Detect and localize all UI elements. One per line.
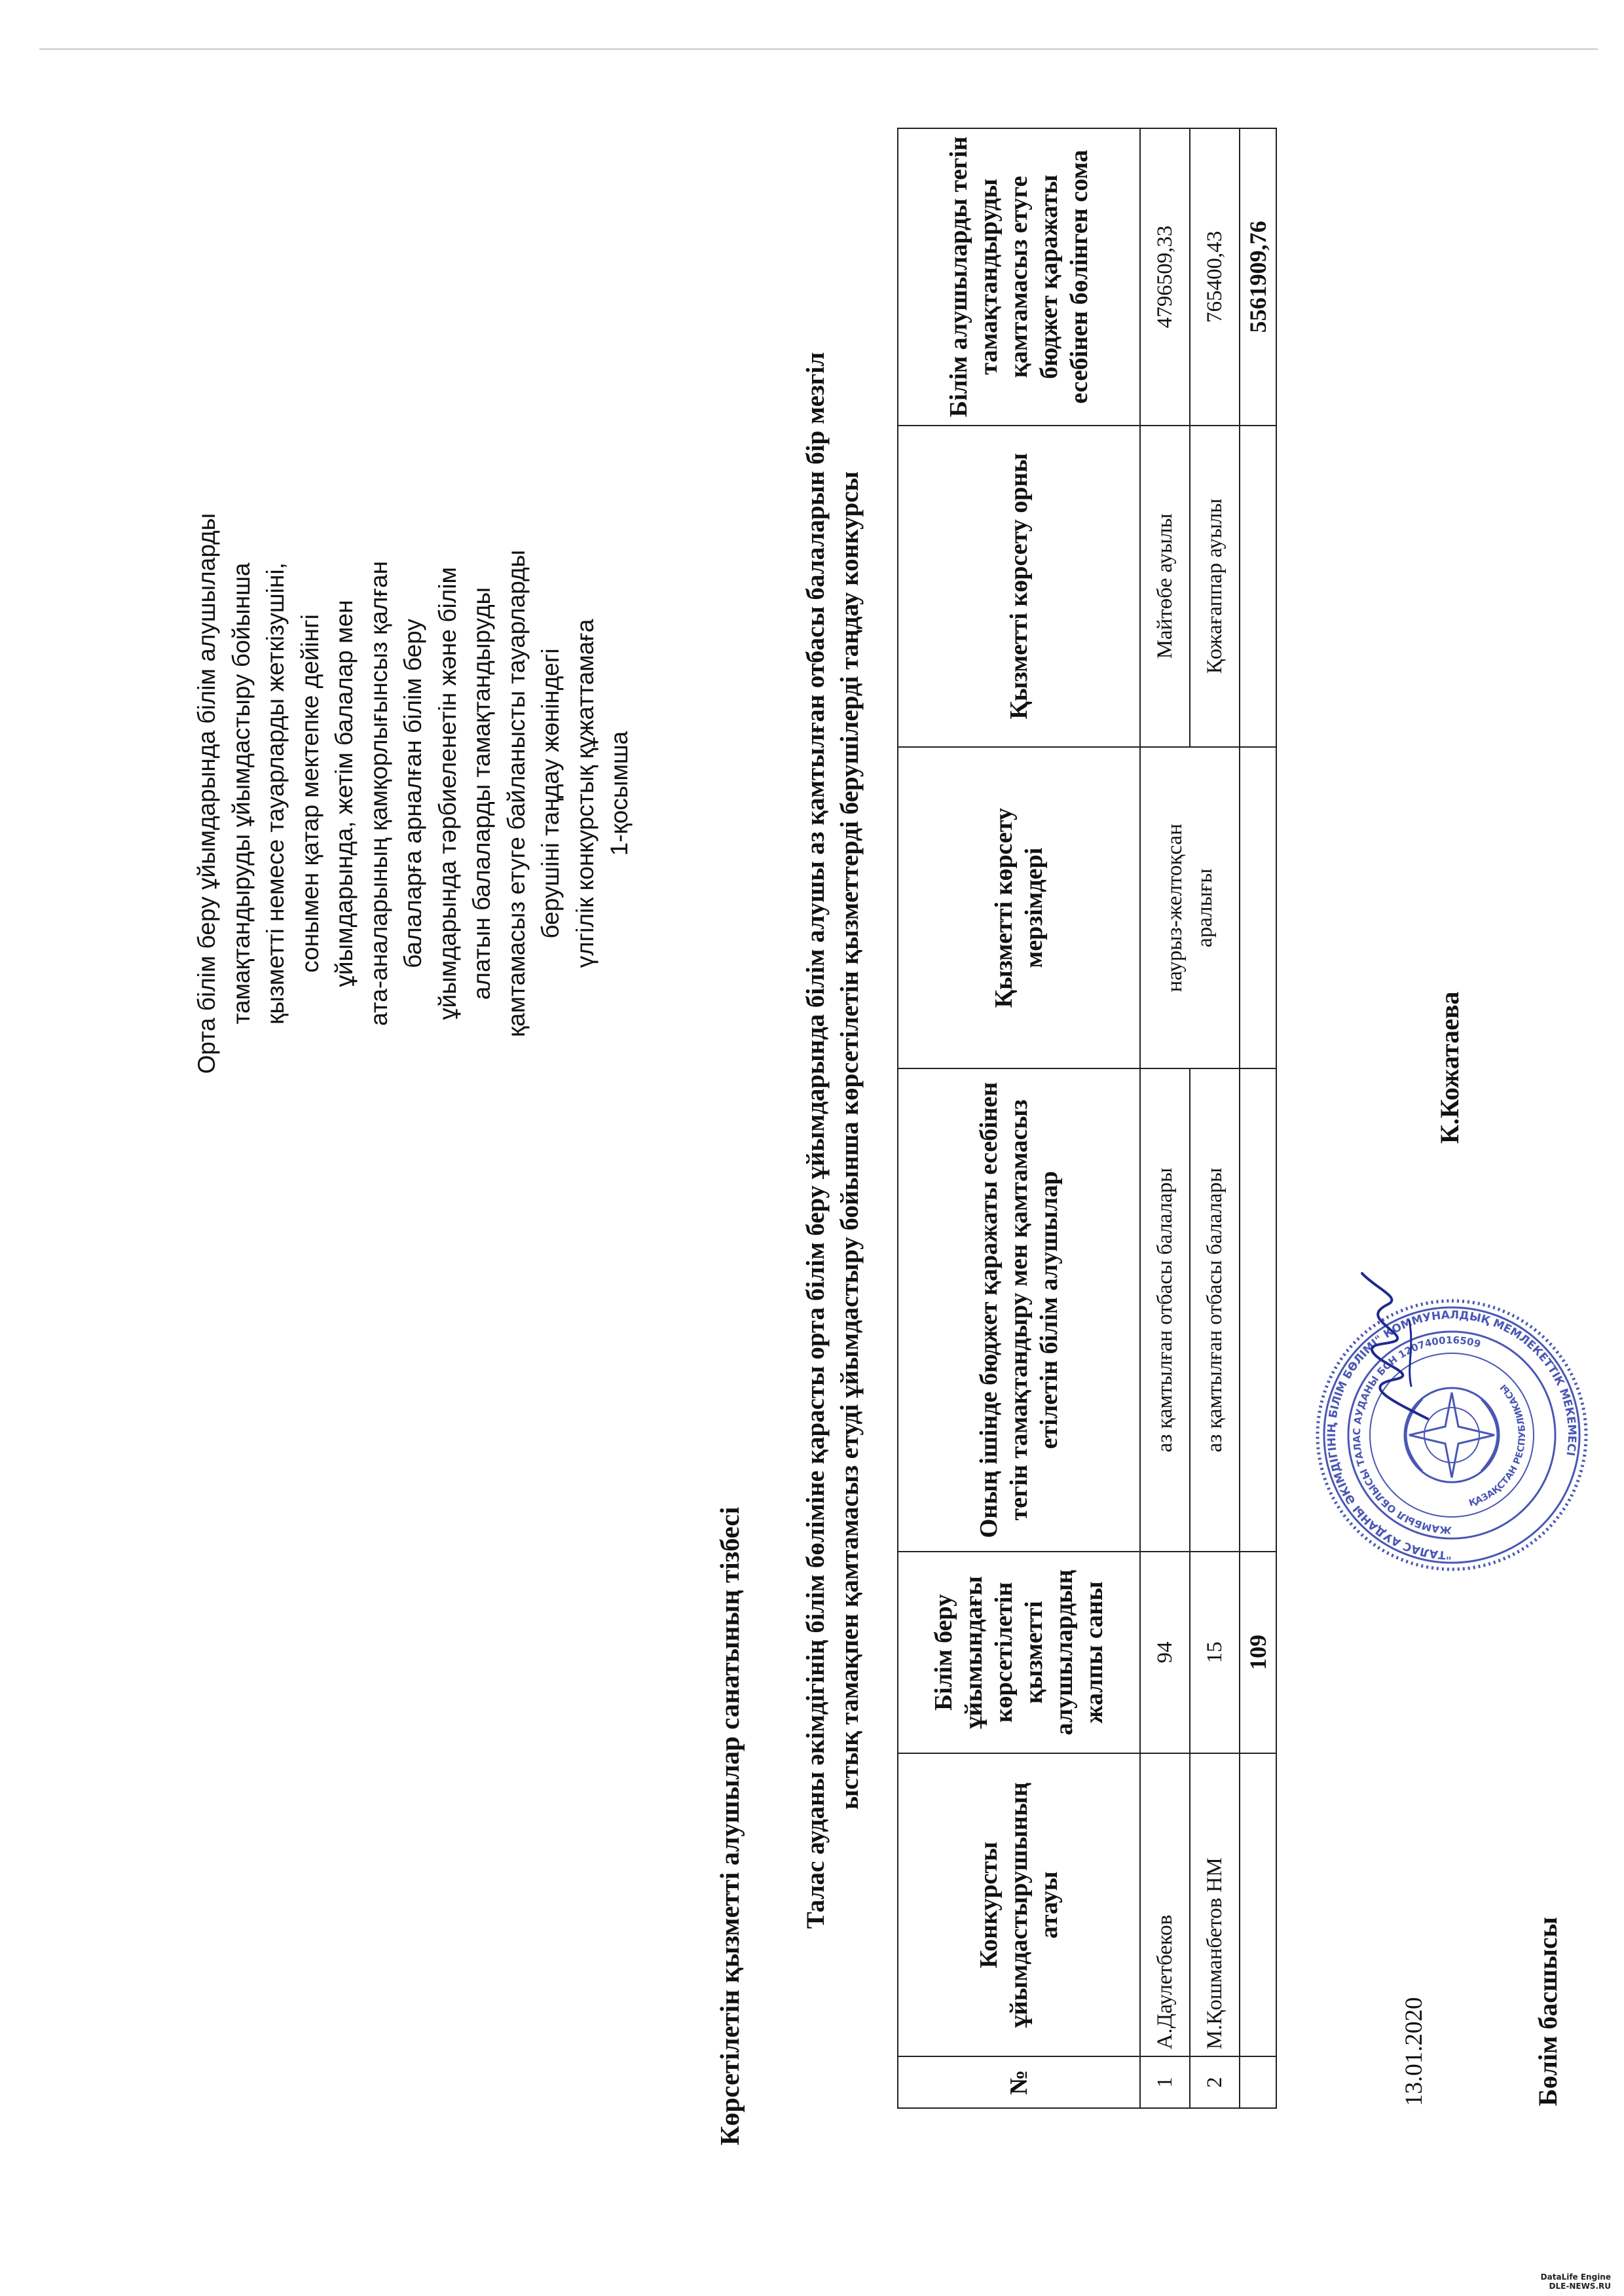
row-total: 94 [1140, 1552, 1190, 1754]
table-header-row [898, 128, 1140, 2108]
header-budget-amount: Білім алушыларды тегін тамақтандыруды қамтамасыз етуге бюджет қаражаты есебінен бөлінген сома [898, 128, 1140, 426]
main-title-line: Талас ауданы әкімдігінің білім бөліміне қарасты орта білім беру ұйымдарында білім алушы аз қамтылған отбасы балаларын бір мезгіл [802, 352, 830, 1929]
watermark-line: DataLife Engine [1540, 2272, 1611, 2282]
watermark-line: DLE-NEWS.RU [1549, 2282, 1611, 2291]
header-organizer: Конкурсты ұйымдастырушының атауы [898, 1753, 1140, 2056]
row-service-period [1140, 747, 1240, 1068]
table-row [1140, 128, 1190, 2108]
recipients-table [897, 128, 1277, 2109]
header-total-recipients: Білім беру ұйымындағы көрсетілетін қызметті алушылардың жалпы саны [898, 1552, 1140, 1754]
row-amount: 4796509,33 [1140, 128, 1190, 426]
appendix-note [190, 417, 637, 1170]
row-total: 15 [1190, 1552, 1240, 1754]
period-line: аралығы [1193, 868, 1217, 947]
row-num: 2 [1190, 2056, 1240, 2108]
head-name: К.Кожатаева [1435, 991, 1464, 1144]
header-budget-recipients: Оның ішінде бюджет қаражаты есебінен тегін тамақтандыру мен қамтамасыз етілетін білім алушылар [898, 1068, 1140, 1551]
appendix-line: ұйымдарында тәрбиеленетін және білім [434, 567, 461, 1020]
total-org-cell [1240, 1753, 1276, 2056]
appendix-line: балаларға арналған білім беру [399, 619, 426, 968]
appendix-line: қамтамасыз етуге байланысты тауарларды [502, 549, 530, 1038]
appendix-line: берушіні таңдау жөніндегі [537, 648, 564, 939]
row-place: Майтөбе ауылы [1140, 426, 1190, 747]
list-title: Көрсетілетін қызметті алушылар санатының тізбесі [714, 1506, 745, 2145]
row-organizer: А.Даулетбеков [1140, 1753, 1190, 2056]
row-num: 1 [1140, 2056, 1190, 2108]
total-period-cell [1240, 747, 1276, 1068]
handwritten-signature [1349, 1268, 1454, 1425]
appendix-line: Орта білім беру ұйымдарында білім алушыларды [193, 513, 220, 1074]
row-organizer: М.Қошманбетов НМ [1190, 1753, 1240, 2056]
appendix-line: алатын балаларды тамақтандыруды [468, 587, 495, 1000]
period-line: наурыз-желтоқсан [1163, 824, 1187, 993]
row-recipients: аз қамтылған отбасы балалары [1190, 1068, 1240, 1551]
total-num-cell [1240, 2056, 1276, 2108]
header-num: № [898, 2056, 1140, 2108]
table-row [1190, 128, 1240, 2108]
head-position: Бөлім басшысы [1533, 1917, 1562, 2106]
appendix-line: ұйымдарында, жетім балалар мен [331, 600, 358, 987]
row-recipients: аз қамтылған отбасы балалары [1140, 1068, 1190, 1551]
main-title [799, 136, 867, 2145]
appendix-line: ата-аналарының қамқорлығынсыз қалған [365, 560, 392, 1027]
total-recipients-cell [1240, 1068, 1276, 1551]
total-count: 109 [1240, 1552, 1276, 1754]
row-place: Қожағаппар ауылы [1190, 426, 1240, 747]
table-total-row [1240, 128, 1276, 2108]
stamp-outer-text: "ТАЛАС АУДАНЫ ӘКІМДІГІНІҢ БІЛІМ БӨЛІМІ" КОММУНАЛДЫҚ МЕМЛЕКЕТТІК МЕКЕМЕСІ [1325, 1308, 1579, 1562]
main-title-line: ыстық тамақпен қамтамасыз етуді ұйымдастыру бойынша көрсетілетін қызметтерді берушілерді таңдау конкурсы [836, 471, 864, 1810]
stamp-country-text: ҚАЗАҚСТАН РЕСПУБЛИКАСЫ [1467, 1381, 1528, 1509]
appendix-line: үлгілік конкурстық құжаттамаға [571, 619, 599, 968]
document-date: 13.01.2020 [1401, 1997, 1428, 2106]
appendix-line: 1-қосымша [606, 731, 633, 856]
header-service-place: Қызметті көрсету орны [898, 426, 1140, 747]
total-place-cell [1240, 426, 1276, 747]
row-amount: 765400,43 [1190, 128, 1240, 426]
watermark [1541, 2272, 1611, 2291]
header-service-period: Қызметті көрсету мерзімдері [898, 747, 1140, 1068]
appendix-line: тамақтандыруды ұйымдастыру бойынша [227, 562, 255, 1025]
appendix-line: қызметті немесе тауарларды жеткізушіні, [262, 562, 289, 1025]
stamp-inner-text: ЖАМБЫЛ ОБЛЫСЫ ТАЛАС АУДАНЫ БСН 120740016509 [1350, 1334, 1483, 1537]
total-amount: 5561909,76 [1240, 128, 1276, 426]
appendix-line: сонымен қатар мектепке дейінгі [296, 614, 323, 973]
